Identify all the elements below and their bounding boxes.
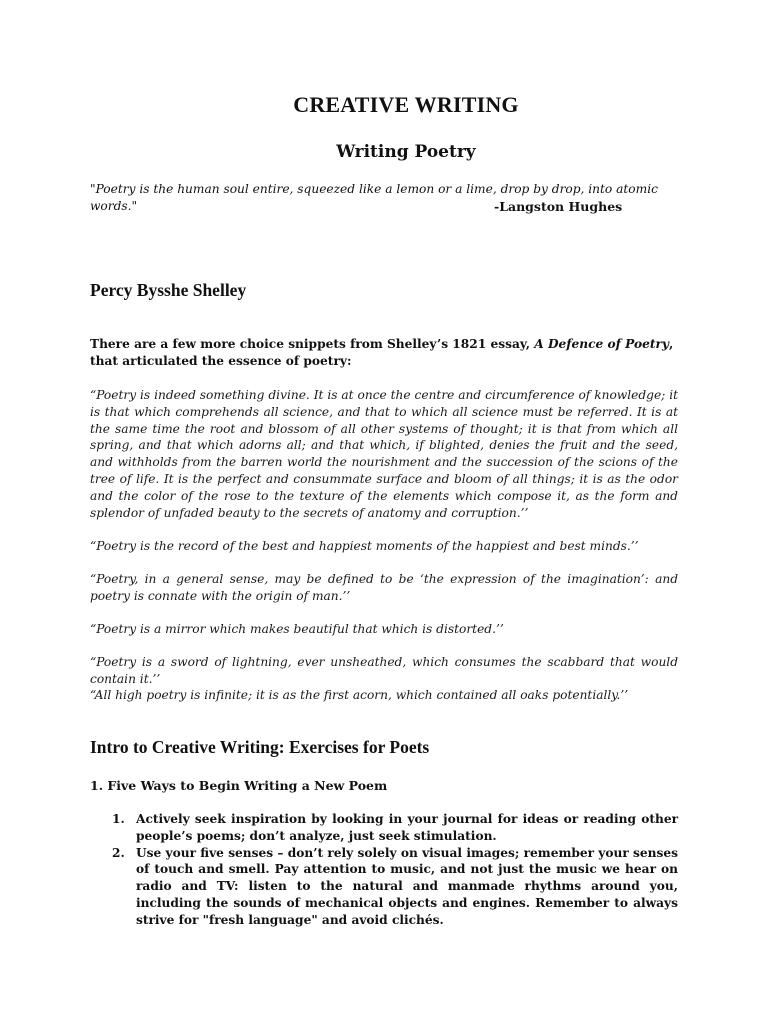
list-item-text: Use your five senses – don’t rely solely on visual images; remember your senses of touch and smell. Pay attention to music, and not just the music we hear on radio and TV: listen to the natural and manmade rhythms around you, including the sounds of mechanical objects and engines. Remember to always strive for "fresh language" and avoid clichés. bbox=[136, 845, 678, 927]
shelley-quote: “Poetry is a mirror which makes beautiful that which is distorted.’’ bbox=[90, 622, 504, 636]
exercise-list bbox=[112, 811, 678, 929]
epigraph-quote: "Poetry is the human soul entire, squeezed like a lemon or a lime, drop by drop, into atomic words." bbox=[90, 182, 658, 213]
shelley-quote: “Poetry is a sword of lightning, ever unsheathed, which consumes the scabbard that would contain it.’’ bbox=[90, 655, 678, 686]
shelley-heading: Percy Bysshe Shelley bbox=[90, 280, 247, 300]
list-item-number: 2. bbox=[112, 845, 125, 860]
shelley-quote: “All high poetry is infinite; it is as the first acorn, which contained all oaks potentially.’’ bbox=[90, 688, 629, 702]
essay-title: A Defence of Poetry bbox=[534, 337, 670, 351]
intro-text-before: There are a few more choice snippets from Shelley’s 1821 essay, bbox=[90, 337, 535, 351]
page-subtitle: Writing Poetry bbox=[336, 142, 476, 162]
list-item bbox=[112, 811, 678, 845]
list-item bbox=[112, 845, 678, 929]
shelley-quote: “Poetry, in a general sense, may be defined to be ‘the expression of the imagination’: and poetry is connate with the origin of man.’’ bbox=[90, 572, 678, 603]
shelley-quote: “Poetry is the record of the best and happiest moments of the happiest and best minds.’’ bbox=[90, 539, 639, 553]
shelley-intro bbox=[90, 336, 680, 370]
shelley-quote: “Poetry is indeed something divine. It is at once the centre and circumference of knowledge; it is that which comprehends all science, and that to which all science must be referred. It is at the same time the root and blossom of all other systems of thought; it is that from which all spring, and that which adorns all; and that which, if blighted, denies the fruit and the seed, and withholds from the barren world the nourishment and the succession of the scions of the tree of life. It is the perfect and consummate surface and bloom of all things; it is as the odor and the color of the rose to the texture of the elements which compose it, as the form and splendor of unfaded beauty to the secrets of anatomy and corruption.’’ bbox=[90, 388, 678, 520]
exercises-heading: Intro to Creative Writing: Exercises for Poets bbox=[90, 737, 430, 757]
intro-text-after: , that articulated the essence of poetry: bbox=[90, 337, 674, 368]
list-item-number: 1. bbox=[112, 812, 125, 826]
epigraph-author: -Langston Hughes bbox=[494, 199, 623, 214]
list-item-text: Actively seek inspiration by looking in your journal for ideas or reading other people’s poems; don’t analyze, just seek stimulation. bbox=[136, 812, 678, 843]
page-title: CREATIVE WRITING bbox=[293, 92, 519, 117]
exercises-subheading: 1. Five Ways to Begin Writing a New Poem bbox=[90, 778, 388, 793]
